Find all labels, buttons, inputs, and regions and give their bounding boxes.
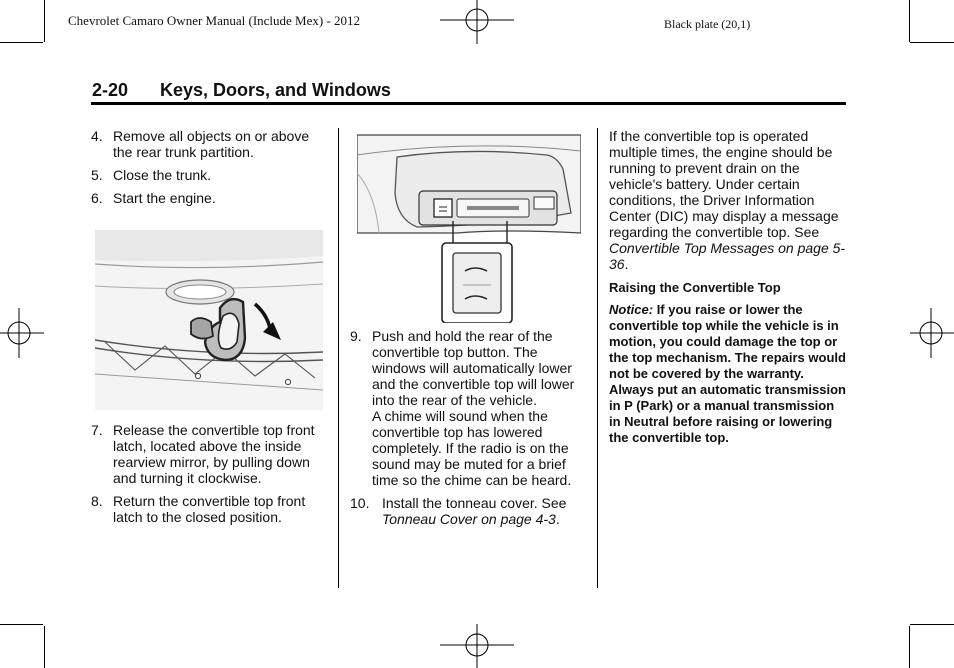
column-divider xyxy=(338,128,339,588)
step-number: 5. xyxy=(91,167,103,183)
step-number: 10. xyxy=(350,495,370,511)
crop-mark xyxy=(910,624,954,625)
step-text: Push and hold the rear of the convertible top button. The windows will automatically lower and the convertible top will lower into the rear of the vehicle. xyxy=(372,328,575,408)
page-number: 2-20 xyxy=(92,80,129,100)
step-text: Remove all objects on or above the rear trunk partition. xyxy=(113,128,310,160)
info-paragraph: If the convertible top is operated multiple times, the engine should be running to prevent drain on the vehicle's battery. Under certain conditions, the Driver Information Center (DIC) may display a message regarding the convertible top. See Convertible Top Messages on page 5-36. xyxy=(609,128,846,272)
registration-mark-bottom xyxy=(440,624,514,668)
section-title: Keys, Doors, and Windows xyxy=(160,80,391,100)
notice-block xyxy=(609,302,846,446)
crop-mark xyxy=(0,624,43,625)
crop-mark xyxy=(44,0,45,42)
middle-column xyxy=(350,328,588,534)
notice-label: Notice: xyxy=(609,302,654,317)
step-number: 6. xyxy=(91,190,103,206)
step-number: 4. xyxy=(91,128,103,144)
registration-mark-top xyxy=(440,0,514,44)
step-item xyxy=(91,167,327,183)
crop-mark xyxy=(909,626,910,668)
subheading: Raising the Convertible Top xyxy=(609,280,781,295)
step-10 xyxy=(350,495,588,527)
plate-label: Black plate (20,1) xyxy=(664,17,751,31)
step-text: Release the convertible top front latch, located above the inside rearview mirror, by pulling down and turning it clockwise. xyxy=(113,422,315,486)
step-number: 8. xyxy=(91,493,103,509)
column-divider xyxy=(597,128,598,588)
step-list xyxy=(91,422,327,525)
step-list xyxy=(91,128,327,206)
step-text: Install the tonneau cover. See Tonneau Cover on page 4-3. xyxy=(382,495,567,527)
overhead-console-illustration xyxy=(357,133,581,323)
step-text: Close the trunk. xyxy=(113,167,212,183)
step-number: 9. xyxy=(350,328,362,344)
step-item xyxy=(91,190,327,206)
crop-mark xyxy=(0,42,43,43)
notice-text: If you raise or lower the convertible top while the vehicle is in motion, you could damage the top or the top mechanism. The repairs would not be covered by the warranty. Always put an automatic transmission in P (Park) or a manual transmission in Neutral before raising or lowering the convertible top. xyxy=(609,302,846,445)
crop-mark xyxy=(910,42,954,43)
step-number: 7. xyxy=(91,422,103,438)
step-item xyxy=(91,493,327,525)
crop-mark xyxy=(909,0,910,42)
step-9 xyxy=(350,328,588,488)
cross-reference-link[interactable]: Tonneau Cover on page 4-3 xyxy=(382,511,556,527)
step-text: Return the convertible top front latch to the closed position. xyxy=(113,493,306,525)
trunk-latch-illustration xyxy=(95,230,323,410)
left-column xyxy=(91,128,327,213)
document-title: Chevrolet Camaro Owner Manual (Include Mex) - 2012 xyxy=(68,13,361,28)
right-column xyxy=(609,128,846,446)
registration-mark-left xyxy=(0,308,44,358)
heading-rule xyxy=(91,102,846,105)
cross-reference-link[interactable]: Convertible Top Messages on page 5-36 xyxy=(609,240,846,272)
step-text: Start the engine. xyxy=(113,190,216,206)
left-column-lower xyxy=(91,422,327,532)
crop-mark xyxy=(44,626,45,668)
step-item xyxy=(91,422,327,486)
registration-mark-right xyxy=(910,308,954,358)
step-note: A chime will sound when the convertible top has lowered completely. If the radio is on the sound may be muted for a brief time so the chime can be heard. xyxy=(372,408,572,488)
section-heading xyxy=(92,80,391,101)
step-item xyxy=(91,128,327,160)
